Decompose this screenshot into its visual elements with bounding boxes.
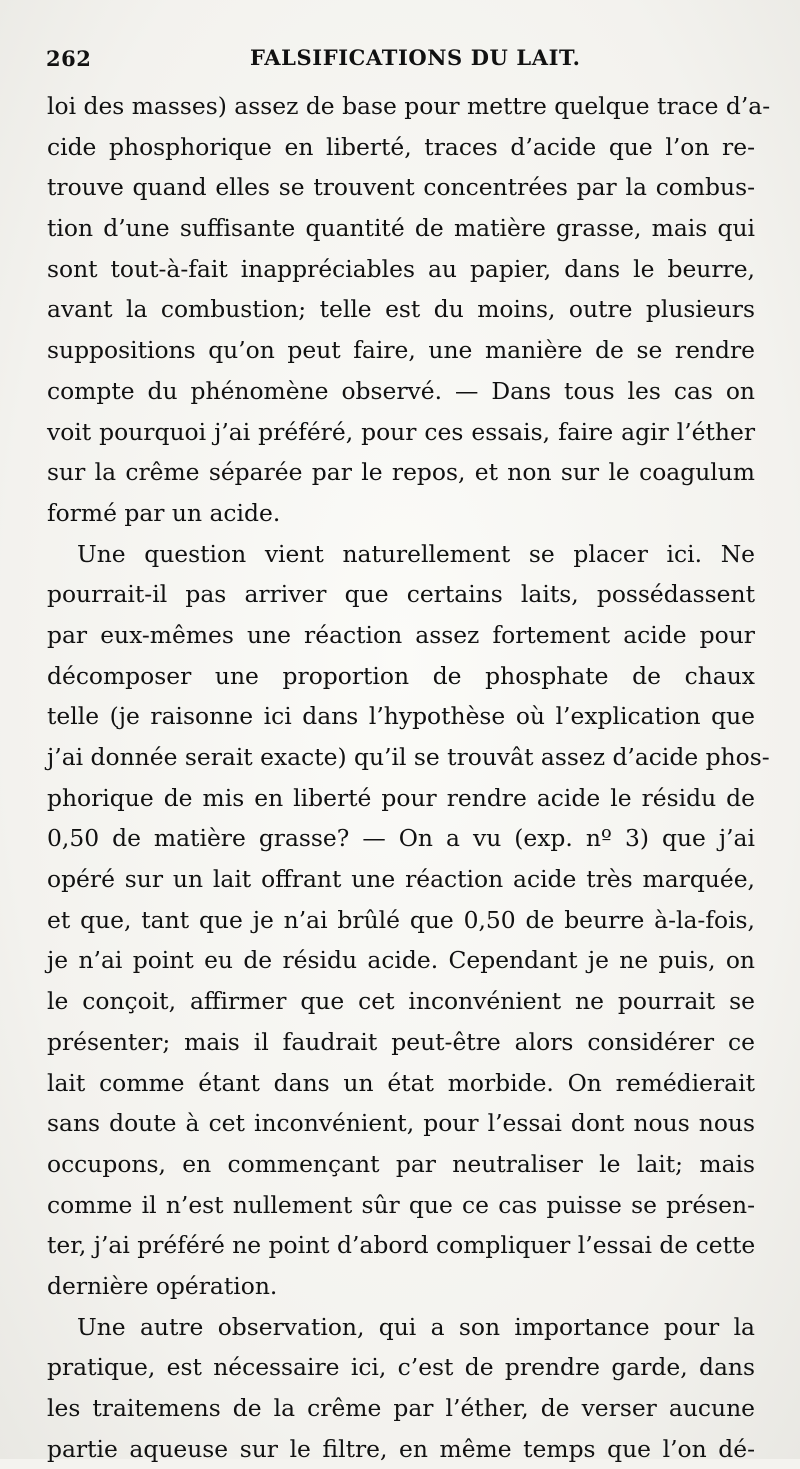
running-title: FALSIFICATIONS DU LAIT. (250, 45, 581, 70)
text-line: j’ai donnée serait exacte) qu’il se trouvât assez d’acide phos- (47, 743, 770, 771)
text-line: Une question vient naturellement se placer ici. Ne (77, 539, 755, 568)
text-line: opéré sur un lait offrant une réaction acide très marquée, (47, 865, 755, 894)
text-line: formé par un acide. (47, 498, 281, 527)
text-line: Une autre observation, qui a son importance pour la (77, 1312, 755, 1341)
text-line: comme il n’est nullement sûr que ce cas puisse se présen- (47, 1190, 755, 1219)
text-line: décomposer une proportion de phosphate de chaux (47, 661, 755, 690)
text-line: sans doute à cet inconvénient, pour l’essai dont nous nous (47, 1109, 755, 1138)
text-line: 0,50 de matière grasse? — On a vu (exp. nº 3) que j’ai (47, 824, 755, 853)
page-header (46, 42, 754, 76)
text-line: par eux-mêmes une réaction assez fortement acide pour (47, 620, 755, 649)
text-line: tion d’une suffisante quantité de matière grasse, mais qui (47, 214, 755, 243)
text-line: les traitemens de la crême par l’éther, de verser aucune (47, 1394, 755, 1422)
paragraph-2 (47, 534, 770, 1307)
text-line: ter, j’ai préféré ne point d’abord compliquer l’essai de cette (47, 1231, 756, 1260)
text-line: le conçoit, affirmer que cet inconvénient ne pourrait se (47, 987, 755, 1016)
text-line: trouve quand elles se trouvent concentrées par la combus- (47, 173, 755, 202)
text-line: pourrait-il pas arriver que certains laits, possédassent (47, 580, 755, 609)
text-line: suppositions qu’on peut faire, une manière de se rendre (47, 336, 755, 365)
text-line: sont tout-à-fait inappréciables au papier, dans le beurre, (47, 254, 755, 283)
text-line: je n’ai point eu de résidu acide. Cependant je ne puis, on (47, 946, 755, 975)
text-line: dernière opération. (47, 1271, 278, 1300)
text-line: sur la crême séparée par le repos, et non sur le coagulum (47, 458, 755, 487)
paragraph-1 (47, 86, 771, 534)
text-line: telle (je raisonne ici dans l’hypothèse où l’explication que (47, 702, 755, 731)
text-line: et que, tant que je n’ai brûlé que 0,50 de beurre à-la-fois, (47, 905, 755, 934)
text-line: voit pourquoi j’ai préféré, pour ces essais, faire agir l’éther (47, 417, 755, 446)
text-line: lait comme étant dans un état morbide. On remédierait (47, 1068, 755, 1097)
text-line: loi des masses) assez de base pour mettre quelque trace d’a- (47, 92, 771, 120)
text-line: présenter; mais il faudrait peut-être alors considérer ce (47, 1027, 755, 1056)
body-text (47, 86, 771, 1469)
paragraph-3 (47, 1307, 755, 1469)
text-line: cide phosphorique en liberté, traces d’acide que l’on re- (47, 132, 755, 161)
text-line: partie aqueuse sur le filtre, en même temps que l’on dé- (47, 1434, 755, 1463)
text-line: pratique, est nécessaire ici, c’est de prendre garde, dans (47, 1353, 755, 1382)
text-line: phorique de mis en liberté pour rendre acide le résidu de (47, 783, 755, 812)
text-line: avant la combustion; telle est du moins, outre plusieurs (47, 295, 755, 324)
page-number: 262 (46, 46, 92, 71)
text-line: compte du phénomène observé. — Dans tous les cas on (47, 376, 755, 405)
text-line: occupons, en commençant par neutraliser le lait; mais (47, 1149, 755, 1178)
